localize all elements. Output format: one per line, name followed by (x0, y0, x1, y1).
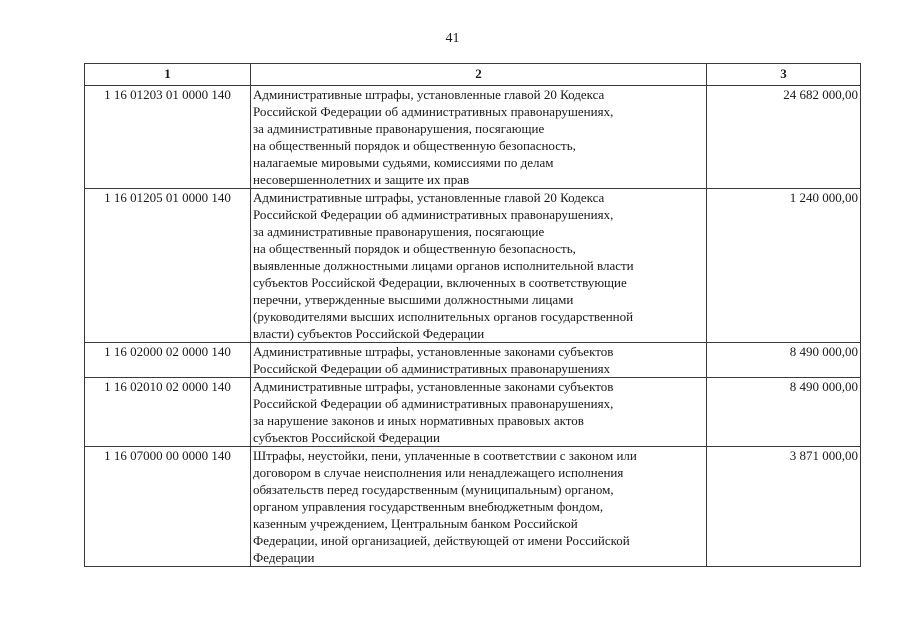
revenue-name (251, 343, 707, 378)
revenue-name-line: субъектов Российской Федерации (253, 430, 440, 445)
revenue-name-line: органом управления государственным внебюджетным фондом, (253, 499, 604, 514)
revenue-code: 1 16 07000 00 0000 140 (85, 447, 251, 567)
column-header-amount: 3 (707, 64, 861, 86)
revenue-name-line: обязательств перед государственным (муниципальным) органом, (253, 482, 614, 497)
revenue-name (251, 189, 707, 343)
revenue-name-line: Федерации (253, 550, 315, 565)
revenue-amount: 8 490 000,00 (707, 378, 861, 447)
revenue-name-line: договором в случае неисполнения или ненадлежащего исполнения (253, 465, 624, 480)
revenue-table (84, 63, 861, 567)
page-number: 41 (445, 31, 460, 46)
revenue-name-line: Административные штрафы, установленные законами субъектов (253, 344, 614, 359)
revenue-name-line: Российской Федерации об административных правонарушениях, (253, 207, 614, 222)
revenue-name-line: налагаемые мировыми судьями, комиссиями по делам (253, 155, 554, 170)
revenue-name (251, 378, 707, 447)
revenue-name-line: Российской Федерации об административных правонарушениях (253, 361, 611, 376)
revenue-name-line: Штрафы, неустойки, пени, уплаченные в соответствии с законом или (253, 448, 637, 463)
column-header-code: 1 (85, 64, 251, 86)
revenue-amount: 3 871 000,00 (707, 447, 861, 567)
revenue-name-line: Российской Федерации об административных правонарушениях, (253, 104, 614, 119)
revenue-name-line: Российской Федерации об административных правонарушениях, (253, 396, 614, 411)
revenue-name-line: перечни, утвержденные высшими должностными лицами (253, 292, 574, 307)
table-header-row (85, 64, 861, 86)
revenue-code: 1 16 01205 01 0000 140 (85, 189, 251, 343)
revenue-name-line: за административные правонарушения, посягающие (253, 224, 545, 239)
revenue-name-line: власти) субъектов Российской Федерации (253, 326, 485, 341)
revenue-name (251, 86, 707, 189)
revenue-code: 1 16 01203 01 0000 140 (85, 86, 251, 189)
revenue-name-line: (руководителями высших исполнительных органов государственной (253, 309, 634, 324)
column-header-name: 2 (251, 64, 707, 86)
revenue-name-line: выявленные должностными лицами органов исполнительной власти (253, 258, 634, 273)
revenue-name-line: на общественный порядок и общественную безопасность, (253, 241, 576, 256)
revenue-amount: 8 490 000,00 (707, 343, 861, 378)
revenue-name-line: субъектов Российской Федерации, включенных в соответствующие (253, 275, 627, 290)
table-row (85, 378, 861, 447)
table-row (85, 343, 861, 378)
revenue-name (251, 447, 707, 567)
revenue-name-line: за нарушение законов и иных нормативных правовых актов (253, 413, 584, 428)
revenue-name-line: несовершеннолетних и защите их прав (253, 172, 470, 187)
revenue-amount: 1 240 000,00 (707, 189, 861, 343)
revenue-name-line: на общественный порядок и общественную безопасность, (253, 138, 576, 153)
revenue-name-line: Федерации, иной организацией, действующей от имени Российской (253, 533, 630, 548)
revenue-name-line: за административные правонарушения, посягающие (253, 121, 545, 136)
revenue-code: 1 16 02000 02 0000 140 (85, 343, 251, 378)
revenue-name-line: Административные штрафы, установленные главой 20 Кодекса (253, 190, 605, 205)
table-row (85, 447, 861, 567)
revenue-name-line: Административные штрафы, установленные главой 20 Кодекса (253, 87, 605, 102)
revenue-name-line: Административные штрафы, установленные законами субъектов (253, 379, 614, 394)
revenue-code: 1 16 02010 02 0000 140 (85, 378, 251, 447)
table-row (85, 189, 861, 343)
table-row (85, 86, 861, 189)
revenue-amount: 24 682 000,00 (707, 86, 861, 189)
revenue-name-line: казенным учреждением, Центральным банком Российской (253, 516, 578, 531)
